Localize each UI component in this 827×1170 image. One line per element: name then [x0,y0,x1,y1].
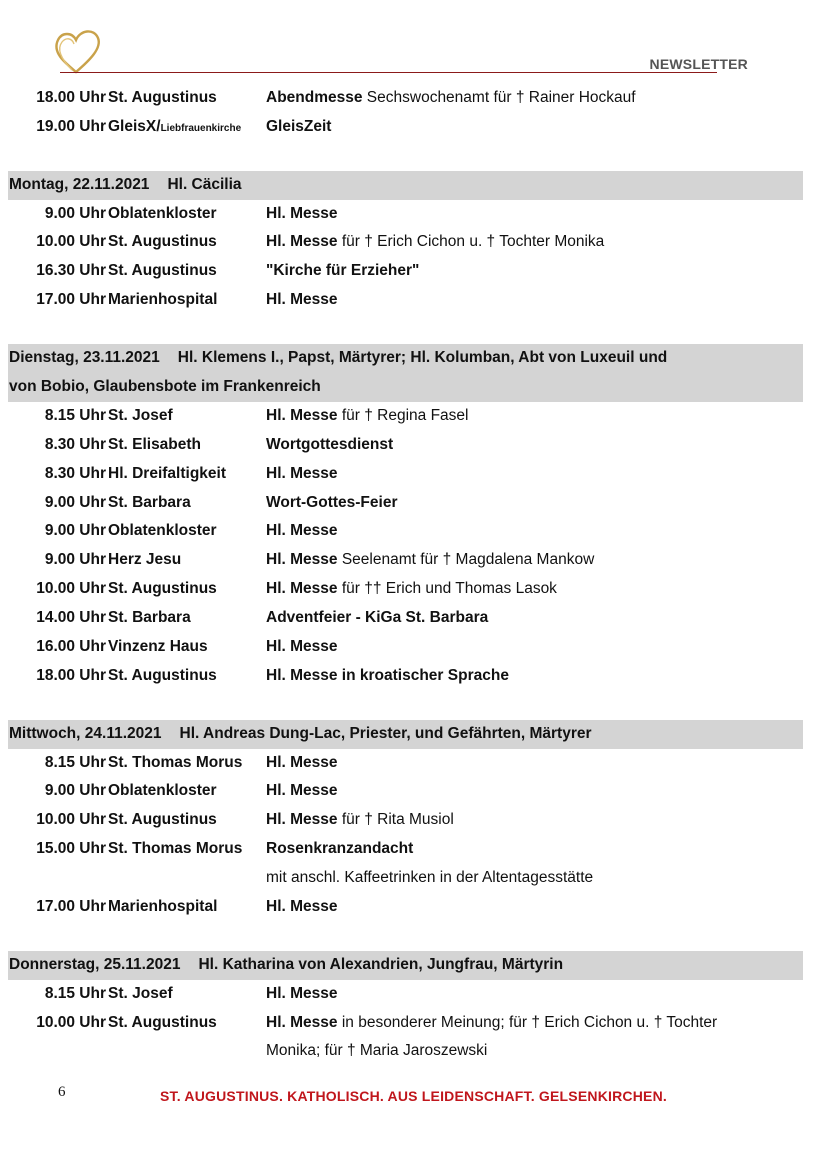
event-place [108,517,217,546]
event-description [266,575,557,604]
event-place-name: Marienhospital [108,291,218,309]
event-place [108,893,217,922]
schedule-row [8,749,803,778]
event-place-name: St. Augustinus [108,262,217,280]
event-time: 8.15 Uhr [44,406,106,424]
event-detail: Sechswochenamt für † Rainer Hockauf [366,89,636,106]
event-description [266,980,338,1009]
event-time: 8.30 Uhr [44,464,106,482]
schedule-row [8,257,803,286]
event-time: 8.30 Uhr [44,435,106,453]
day-heading [8,171,803,200]
event-detail: Monika; für † Maria Jaroszewski [266,1042,488,1060]
event-detail: für † Rita Musiol [341,811,454,829]
event-title: Hl. Messe [266,1013,338,1031]
event-title: Abendmesse [266,89,363,106]
event-place-name: St. Augustinus [108,233,217,251]
event-time: 9.00 Uhr [44,551,106,569]
day-saint: Hl. Andreas Dung-Lac, Priester, und Gefährten, Märtyrer [179,724,592,742]
event-place-name: Oblatenkloster [108,522,217,540]
schedule-row [8,893,803,922]
schedule-row [8,835,803,864]
event-place [108,575,217,604]
event-place-name: St. Thomas Morus [108,753,243,771]
event-place-name: Oblatenkloster [108,204,217,222]
page-number: 6 [58,1084,66,1100]
event-place-name: St. Barbara [108,493,191,511]
event-description [266,402,468,431]
schedule-row [8,113,803,142]
event-place-name: St. Elisabeth [108,435,202,453]
event-place-name: St. Augustinus [108,89,217,106]
schedule-row [8,1037,803,1066]
event-time: 8.15 Uhr [44,984,106,1002]
schedule-row [8,864,803,893]
event-time: 16.00 Uhr [36,637,106,655]
day-date: Dienstag, 23.11.2021 [9,349,160,367]
event-description [266,460,338,489]
event-title: Hl. Messe [266,291,338,309]
event-title: Hl. Messe [266,984,338,1002]
schedule-row [8,1009,803,1038]
event-place [108,84,217,113]
event-description [266,489,397,518]
event-time: 10.00 Uhr [36,811,106,829]
event-place-name: St. Josef [108,984,173,1002]
event-title: Hl. Messe [266,811,338,829]
event-description [266,835,413,864]
schedule-row [8,662,803,691]
event-title: Hl. Messe [266,637,338,655]
event-description [266,1037,487,1066]
event-place-name: St. Augustinus [108,580,217,598]
event-place-name: St. Augustinus [108,811,217,829]
section-spacer [8,922,803,951]
schedule [8,84,803,1066]
event-time: 14.00 Uhr [36,609,106,627]
event-place [108,980,173,1009]
event-place [108,1009,217,1038]
event-detail: für †† Erich und Thomas Lasok [341,580,557,598]
schedule-row [8,402,803,431]
event-description [266,893,338,922]
event-title: Hl. Messe [266,464,338,482]
event-time: 18.00 Uhr [36,89,106,106]
event-detail: mit anschl. Kaffeetrinken in der Altentagesstätte [266,869,594,887]
event-description [266,517,338,546]
event-title: "Kirche für Erzieher" [266,262,420,280]
event-place [108,113,241,144]
section-spacer [8,142,803,171]
event-description [266,749,338,778]
event-place-name: Oblatenkloster [108,782,217,800]
schedule-row [8,633,803,662]
event-place [108,835,242,864]
footer-slogan: ST. AUGUSTINUS. KATHOLISCH. AUS LEIDENSCHAFT. GELSENKIRCHEN. [160,1088,667,1104]
event-place-name: St. Augustinus [108,666,217,684]
schedule-row [8,84,803,113]
event-place [108,431,201,460]
event-place [108,633,208,662]
event-description [266,84,636,113]
event-description [266,228,604,257]
event-title: Hl. Messe [266,753,338,771]
event-place-name: Vinzenz Haus [108,637,208,655]
event-detail: in besonderer Meinung; für † Erich Cichon u. † Tochter [341,1013,718,1031]
schedule-row [8,980,803,1009]
event-time: 9.00 Uhr [44,204,106,222]
event-place [108,806,217,835]
day-saint: Hl. Cäcilia [167,175,242,193]
event-description [266,286,338,315]
event-place [108,546,181,575]
event-description [266,777,338,806]
schedule-row [8,604,803,633]
schedule-row [8,200,803,229]
event-time: 16.30 Uhr [36,262,106,280]
event-place [108,286,217,315]
event-place [108,200,217,229]
event-time: 10.00 Uhr [36,233,106,251]
day-heading [8,344,803,402]
event-detail: Seelenamt für † Magdalena Mankow [341,551,595,569]
day-heading [8,720,803,749]
newsletter-label: NEWSLETTER [649,56,748,72]
event-description [266,1009,717,1038]
day-saint-cont: von Bobio, Glaubensbote im Frankenreich [9,377,321,395]
event-title: Hl. Messe [266,551,338,569]
day-date: Donnerstag, 25.11.2021 [9,955,181,973]
day-heading [8,951,803,980]
event-title: Hl. Messe in kroatischer Sprache [266,666,509,684]
event-place-name: Hl. Dreifaltigkeit [108,464,226,482]
event-place [108,489,191,518]
event-detail: für † Erich Cichon u. † Tochter Monika [341,233,605,251]
event-title: Hl. Messe [266,406,338,424]
event-title: Hl. Messe [266,522,338,540]
heart-ring-logo [50,26,112,74]
schedule-row [8,489,803,518]
schedule-row [8,806,803,835]
day-date: Mittwoch, 24.11.2021 [9,724,162,742]
event-time: 15.00 Uhr [36,840,106,858]
event-place [108,604,191,633]
event-time: 17.00 Uhr [36,898,106,915]
event-time: 18.00 Uhr [36,666,106,684]
event-place [108,662,217,691]
event-description [266,546,594,575]
schedule-row [8,575,803,604]
event-description [266,257,419,286]
event-time: 9.00 Uhr [44,493,106,511]
schedule-row [8,546,803,575]
event-time: 19.00 Uhr [36,117,106,135]
event-place-name: St. Barbara [108,609,191,627]
schedule-row [8,777,803,806]
event-title: Hl. Messe [266,580,338,598]
event-time: 17.00 Uhr [36,291,106,309]
event-place-name: St. Augustinus [108,1013,217,1031]
section-spacer [8,315,803,344]
schedule-row [8,460,803,489]
event-description [266,431,393,460]
event-title: Wort-Gottes-Feier [266,493,398,511]
event-time: 10.00 Uhr [36,1013,106,1031]
event-place-sub: Liebfrauenkirche [160,122,242,134]
event-place [108,402,173,431]
schedule-row [8,517,803,546]
event-place-name: St. Josef [108,406,173,424]
event-title: Hl. Messe [266,204,338,222]
event-place-name: GleisX/ [108,117,161,135]
event-description [266,200,338,229]
event-place [108,749,242,778]
event-description [266,864,593,893]
event-detail: für † Regina Fasel [341,406,469,424]
schedule-row [8,431,803,460]
event-place-name: St. Thomas Morus [108,840,243,858]
event-place [108,257,217,286]
section-spacer [8,691,803,720]
event-description [266,113,331,142]
event-title: Rosenkranzandacht [266,840,414,858]
event-title: Hl. Messe [266,898,338,915]
event-title: Adventfeier - KiGa St. Barbara [266,609,489,627]
event-description [266,604,488,633]
event-title: GleisZeit [266,117,332,135]
event-title: Wortgottesdienst [266,435,394,453]
day-saint: Hl. Klemens I., Papst, Märtyrer; Hl. Kolumban, Abt von Luxeuil und [177,349,668,367]
header-rule [60,72,717,73]
event-description [266,662,509,691]
event-title: Hl. Messe [266,233,338,251]
schedule-row [8,228,803,257]
event-time: 10.00 Uhr [36,580,106,598]
event-place [108,460,226,489]
event-time: 8.15 Uhr [44,753,106,771]
event-description [266,633,338,662]
event-description [266,806,454,835]
day-saint: Hl. Katharina von Alexandrien, Jungfrau, Märtyrin [198,955,564,973]
event-place [108,777,217,806]
event-place-name: Marienhospital [108,898,218,915]
event-time: 9.00 Uhr [44,782,106,800]
day-date: Montag, 22.11.2021 [9,175,150,193]
schedule-row [8,286,803,315]
event-place-name: Herz Jesu [108,551,182,569]
event-time: 9.00 Uhr [44,522,106,540]
event-title: Hl. Messe [266,782,338,800]
event-place [108,228,217,257]
